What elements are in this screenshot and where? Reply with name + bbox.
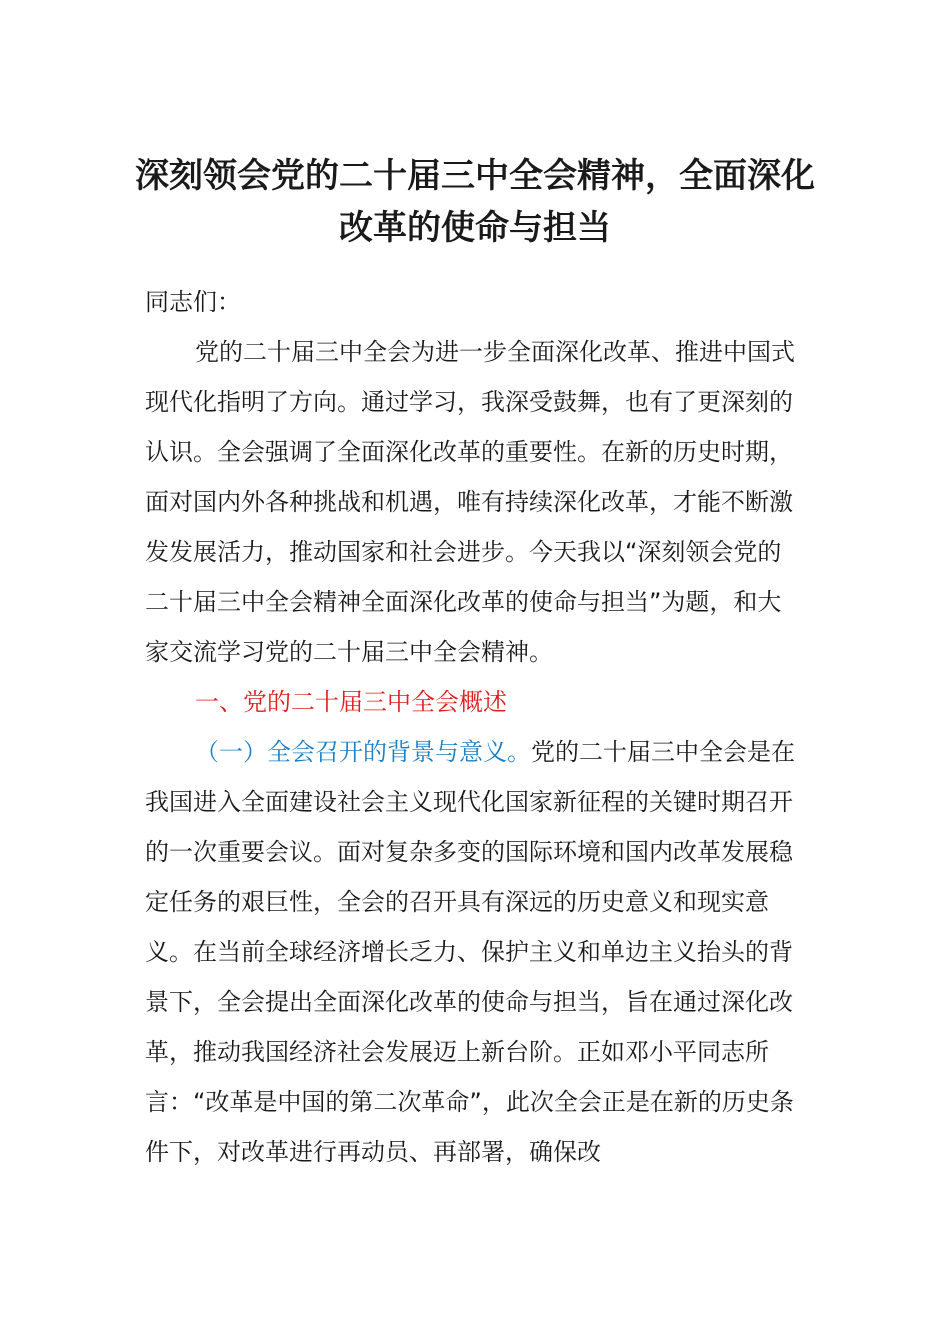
- document-title: 深刻领会党的二十届三中全会精神，全面深化改革的使命与担当: [135, 156, 815, 248]
- body-paragraph-background: [145, 727, 795, 1177]
- section-heading: 一、党的二十届三中全会概述: [195, 688, 507, 716]
- subsection-body-text: 党的二十届三中全会是在我国进入全面建设社会主义现代化国家新征程的关键时期召开的一次重要会议。面对复杂多变的国际环境和国内改革发展稳定任务的艰巨性，全会的召开具有深远的历史意义和现实意义。在当前全球经济增长乏力、保护主义和单边主义抬头的背景下，全会提出全面深化改革的使命与担当，旨在通过深化改革，推动我国经济社会发展迈上新台阶。正如邓小平同志所言：“改革是中国的第二次革命”，此次全会正是在新的历史条件下，对改革进行再动员、再部署，确保改: [145, 738, 795, 1166]
- subsection-heading: （一）全会召开的背景与意义。: [195, 738, 531, 766]
- body-paragraph-intro: 党的二十届三中全会为进一步全面深化改革、推进中国式现代化指明了方向。通过学习，我深受鼓舞，也有了更深刻的认识。全会强调了全面深化改革的重要性。在新的历史时期，面对国内外各种挑战和机遇，唯有持续深化改革，才能不断激发发展活力，推动国家和社会进步。今天我以“深刻领会党的二十届三中全会精神全面深化改革的使命与担当”为题，和大家交流学习党的二十届三中全会精神。: [145, 338, 795, 666]
- greeting-text: 同志们：: [145, 288, 241, 316]
